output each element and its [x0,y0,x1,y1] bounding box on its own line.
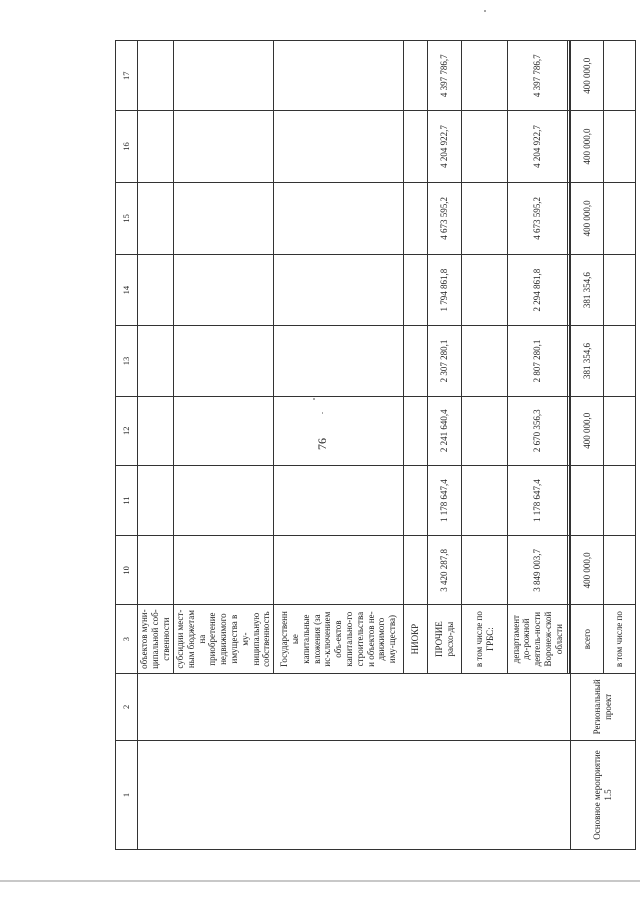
cell-value: 400 000,0 [571,182,604,254]
cell-value [571,465,604,535]
cell-value [462,111,508,182]
cell-value [174,326,274,396]
cell-description: субсидии мест-ным бюджетам на приобретение недвижимого имущества в му-ниципальную собственность [174,605,274,673]
header-cell-1: 1 [116,740,138,849]
cell-value: 1 794 861,8 [428,255,462,326]
cell-value [404,536,428,605]
cell-value [174,182,274,254]
cell-value [274,41,404,111]
cell-value [404,396,428,465]
cell-value [138,326,174,396]
cell-value [174,536,274,605]
cell-value: 4 397 786,7 [428,41,462,111]
cell-value [604,396,636,465]
scan-speck [322,412,323,414]
cell-value: 4 204 922,7 [508,111,568,182]
cell-value: 3 420 287,8 [428,536,462,605]
cell-value [138,111,174,182]
cell-value: 400 000,0 [571,111,604,182]
cell-value [138,465,174,535]
cell-value: 400 000,0 [571,396,604,465]
cell-value [274,396,404,465]
cell-value [174,41,274,111]
cell-value: 2 307 280,1 [428,326,462,396]
cell-value: 381 354,6 [571,326,604,396]
cell-value [462,326,508,396]
cell-value [462,536,508,605]
cell-description: НИОКР [404,605,428,673]
cell-value: 2 241 640,4 [428,396,462,465]
cell-description: в том числе по ГРБС: [462,605,508,673]
cell-value [274,326,404,396]
cell-value [174,465,274,535]
cell-col2-merged [138,673,571,740]
header-cell-12: 12 [116,396,138,465]
cell-value [404,255,428,326]
cell-value [604,326,636,396]
scan-edge-line [0,880,640,882]
cell-value [604,465,636,535]
header-cell-15: 15 [116,182,138,254]
cell-value [174,255,274,326]
budget-table [115,40,636,850]
header-cell-14: 14 [116,255,138,326]
cell-value [404,182,428,254]
header-cell-3: 3 [116,605,138,673]
cell-value: 381 354,6 [571,255,604,326]
header-cell-2: 2 [116,673,138,740]
cell-value [274,111,404,182]
cell-value [404,41,428,111]
cell-event-name: Основное мероприятие 1.5 [571,740,636,849]
cell-value [404,465,428,535]
cell-value [274,182,404,254]
cell-value: 400 000,0 [571,536,604,605]
scan-speck [484,10,486,12]
cell-value [138,182,174,254]
cell-project-type: Региональный проект [571,673,636,740]
header-cell-17: 17 [116,41,138,111]
cell-value [174,396,274,465]
cell-description: всего [571,605,604,673]
header-cell-16: 16 [116,111,138,182]
cell-value [604,536,636,605]
cell-value [462,465,508,535]
cell-description: в том числе по [604,605,636,673]
cell-value [274,465,404,535]
cell-value: 1 178 647,4 [428,465,462,535]
cell-value: 400 000,0 [571,41,604,111]
cell-value [174,111,274,182]
header-cell-11: 11 [116,465,138,535]
cell-value [462,41,508,111]
cell-value [604,182,636,254]
cell-description: Государственные капитальные вложения (за ис-ключением объ-ектов капитально-го строительства и объектов не-движимого иму-щества) [274,605,404,673]
cell-value: 4 673 595,2 [428,182,462,254]
cell-value [604,111,636,182]
cell-value: 2 294 861,8 [508,255,568,326]
cell-description: ПРОЧИЕ расхо-ды [428,605,462,673]
cell-value: 4 673 595,2 [508,182,568,254]
cell-value [404,326,428,396]
cell-value [274,536,404,605]
cell-value [138,396,174,465]
cell-description: объектов муни-ципальной соб-ственности [138,605,174,673]
cell-value [138,41,174,111]
cell-value [462,182,508,254]
cell-value: 4 204 922,7 [428,111,462,182]
cell-value: 3 849 003,7 [508,536,568,605]
table-row [571,41,604,850]
header-cell-13: 13 [116,326,138,396]
cell-value: 2 670 356,3 [508,396,568,465]
rotated-table-container [115,40,625,850]
cell-value: 1 178 647,4 [508,465,568,535]
header-row [116,41,138,850]
cell-col1-merged [138,740,571,849]
cell-value [462,396,508,465]
table-row [138,41,174,850]
cell-value [404,111,428,182]
cell-value [138,536,174,605]
cell-value: 4 397 786,7 [508,41,568,111]
scan-speck [313,398,315,400]
cell-value [604,255,636,326]
header-cell-10: 10 [116,536,138,605]
page-number: 76 [315,438,329,450]
cell-description: департамент до-рожной деятель-ности Воронеж-ской области [508,605,568,673]
cell-value [274,255,404,326]
cell-value [462,255,508,326]
cell-value: 2 807 280,1 [508,326,568,396]
cell-value [138,255,174,326]
cell-value [604,41,636,111]
